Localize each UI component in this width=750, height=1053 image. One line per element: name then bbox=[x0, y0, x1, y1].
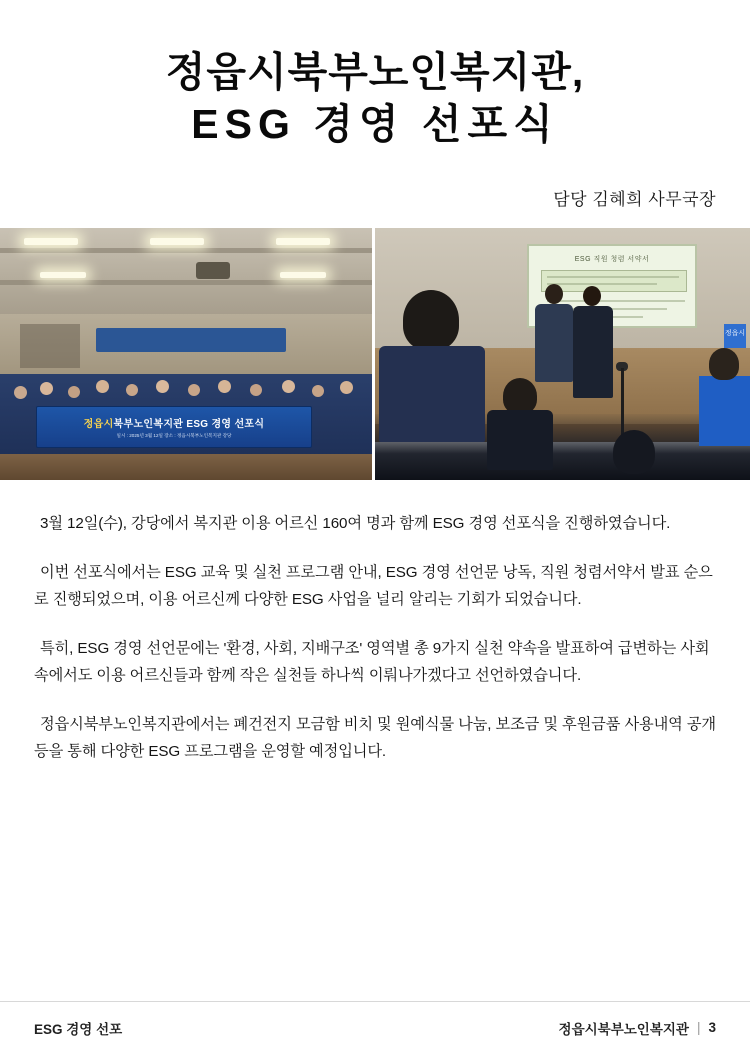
event-banner bbox=[36, 406, 312, 448]
person-head bbox=[96, 380, 109, 393]
screen-box bbox=[541, 270, 687, 292]
title-line-2: ESG 경영 선포식 bbox=[191, 101, 559, 148]
article-body bbox=[0, 510, 750, 765]
audience-body bbox=[379, 346, 485, 442]
speaker-head bbox=[545, 284, 563, 304]
paragraph-4: 정읍시북부노인복지관에서는 폐건전지 모금함 비치 및 원예식물 나눔, 보조금 및 후원금품 사용내역 공개 등을 통해 다양한 ESG 프로그램을 운영할 예정입니다. bbox=[34, 716, 716, 761]
screen-line bbox=[547, 300, 685, 302]
title-line-1: 정읍시북부노인복지관, bbox=[165, 49, 585, 95]
person-head bbox=[188, 384, 200, 396]
person-head bbox=[14, 386, 27, 399]
byline: 담당 김혜희 사무국장 bbox=[553, 189, 716, 209]
photo-group-ceremony bbox=[0, 228, 372, 480]
hall-floor bbox=[0, 454, 372, 480]
ceiling-light bbox=[40, 272, 86, 278]
footer-separator: | bbox=[696, 1020, 701, 1035]
audience-blue-vest bbox=[699, 376, 750, 446]
footer-org-name: 정읍시북부노인복지관 bbox=[558, 1021, 689, 1037]
paragraph-1: 3월 12일(수), 강당에서 복지관 이용 어르신 160여 명과 함께 ESG 경영 선포식을 진행하였습니다. bbox=[40, 514, 671, 532]
ceiling-light bbox=[150, 238, 204, 245]
footer-section-label: ESG 경영 선포 bbox=[34, 1021, 123, 1037]
page-title bbox=[0, 0, 750, 151]
person-head bbox=[282, 380, 295, 393]
speaker-body bbox=[573, 306, 613, 398]
person-head bbox=[68, 386, 80, 398]
person-head bbox=[40, 382, 53, 395]
person-head bbox=[250, 384, 262, 396]
audience-head bbox=[503, 378, 537, 414]
speaker-body bbox=[535, 304, 573, 382]
person-head bbox=[156, 380, 169, 393]
paragraph-2: 이번 선포식에서는 ESG 교육 및 실천 프로그램 안내, ESG 경영 선언문 낭독, 직원 청렴서약서 발표 순으로 진행되었으며, 이용 어르신께 다양한 ESG 사업을 널리 알리는 기회가 되었습니다. bbox=[34, 563, 713, 609]
venue-sign: 정읍시 bbox=[724, 324, 746, 380]
ceiling-light bbox=[280, 272, 326, 278]
screen-line bbox=[547, 283, 657, 285]
projector bbox=[196, 262, 230, 279]
screen-title: ESG 직원 청렴 서약서 bbox=[574, 255, 650, 263]
banner-title: 정읍시북부노인복지관 ESG 경영 선포식 bbox=[83, 418, 265, 430]
audience-head bbox=[709, 348, 739, 380]
person-head bbox=[126, 384, 138, 396]
speaker-head bbox=[583, 286, 601, 306]
person-head bbox=[218, 380, 231, 393]
photo-row bbox=[0, 228, 750, 480]
side-screen bbox=[20, 324, 80, 368]
screen-line bbox=[547, 276, 679, 278]
ceiling-beam bbox=[0, 280, 372, 285]
wall-banner bbox=[96, 328, 286, 352]
person-head bbox=[312, 385, 324, 397]
audience-head bbox=[613, 430, 655, 474]
audience-head bbox=[403, 290, 459, 350]
banner-subtitle: 일시 : 2025년 3월 12일 장소 : 정읍시북부노인복지관 강당 bbox=[116, 432, 232, 438]
ceiling-light bbox=[276, 238, 330, 245]
footer-organization bbox=[559, 1018, 716, 1038]
audience-body bbox=[487, 410, 553, 470]
person-head bbox=[340, 381, 353, 394]
page-footer bbox=[0, 1001, 750, 1053]
ceiling-light bbox=[24, 238, 78, 245]
ceiling-beam bbox=[0, 248, 372, 253]
page-number: 3 bbox=[708, 1020, 716, 1035]
paragraph-3: 특히, ESG 경영 선언문에는 '환경, 사회, 지배구조' 영역별 총 9가지 실천 약속을 발표하여 급변하는 사회속에서도 이용 어르신들과 함께 작은 실천들 하나씩 이뤄나가겠다고 선언하였습니다. bbox=[34, 640, 710, 685]
photo-pledge-reading bbox=[375, 228, 750, 480]
